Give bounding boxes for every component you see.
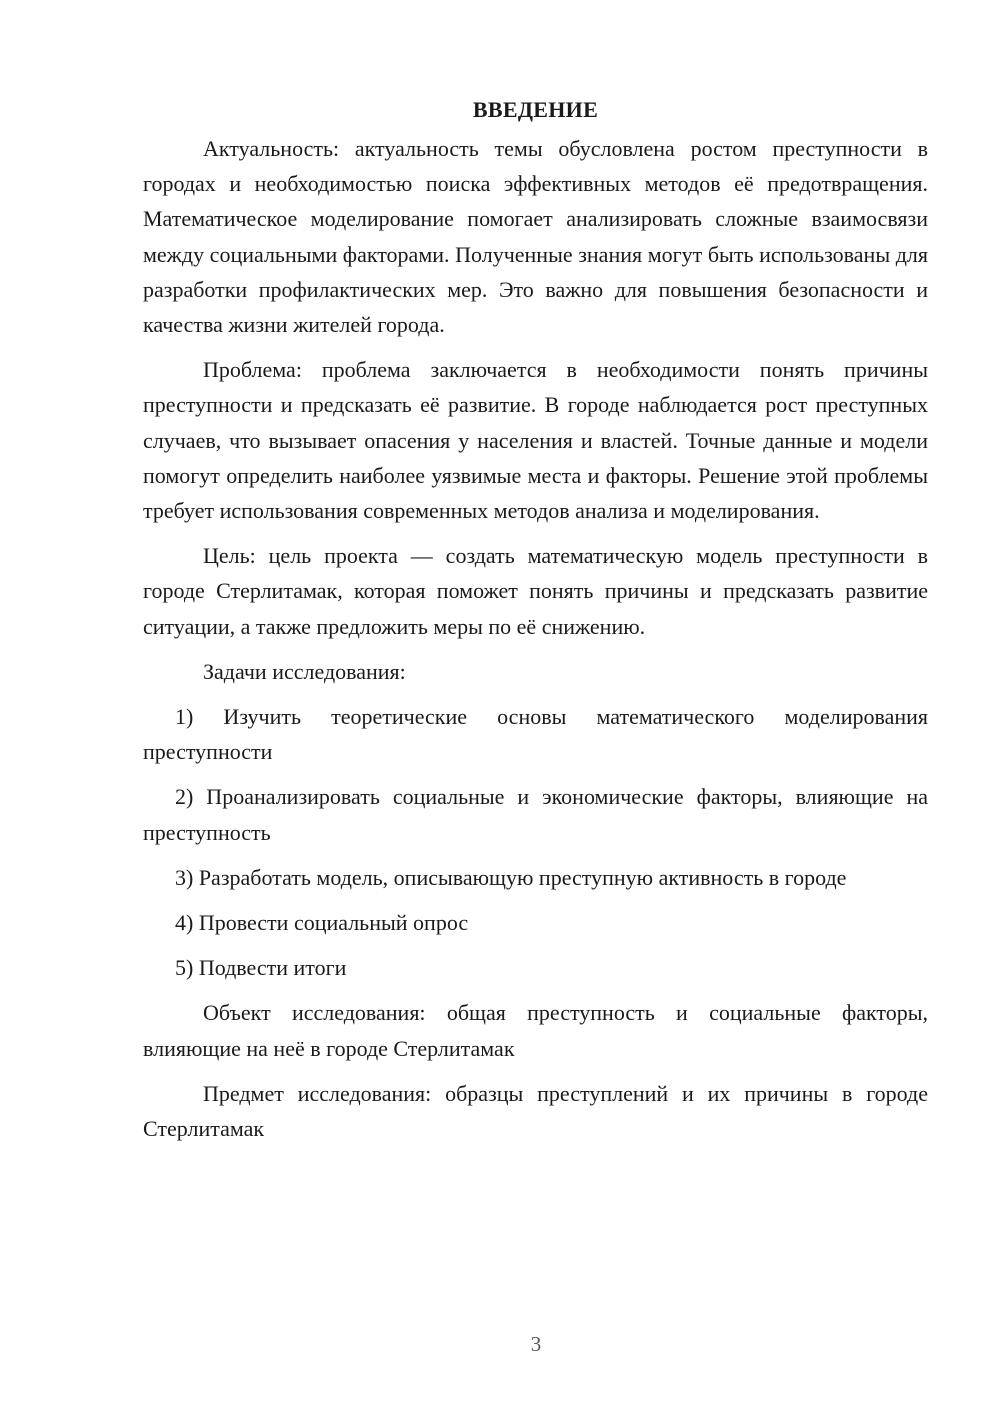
task-item-5: 5) Подвести итоги — [175, 955, 347, 981]
document-page — [143, 92, 928, 1146]
task-item-2: 2) Проанализировать социальные и экономические факторы, влияющие на преступность — [143, 784, 928, 845]
task-item-1: 1) Изучить теоретические основы математического моделирования преступности — [143, 704, 928, 765]
subject-paragraph: Предмет исследования: образцы преступлений и их причины в городе Стерлитамак — [143, 1080, 928, 1142]
relevance-paragraph: Актуальность: актуальность темы обусловлена ростом преступности в городах и необходимостью поиска эффективных методов её предотвращения. Математическое моделирование помогает анализировать сложные взаимосвязи между социальными факторами. Полученные знания могут быть использованы для разработки профилактических мер. Это важно для повышения безопасности и качества жизни жителей города. — [143, 136, 928, 338]
tasks-heading: Задачи исследования: — [203, 658, 406, 684]
object-paragraph: Объект исследования: общая преступность и социальные факторы, влияющие на неё в городе Стерлитамак — [143, 1000, 928, 1061]
goal-paragraph: Цель: цель проекта — создать математическую модель преступности в городе Стерлитамак, которая поможет понять причины и предсказать развитие ситуации, а также предложить меры по её снижению. — [143, 543, 928, 639]
task-item-3: 3) Разработать модель, описывающую преступную активность в городе — [175, 864, 847, 890]
problem-paragraph: Проблема: проблема заключается в необходимости понять причины преступности и предсказать её развитие. В городе наблюдается рост преступных случаев, что вызывает опасения у населения и властей. Точные данные и модели помогут определить наиболее уязвимые места и факторы. Решение этой проблемы требует использования современных методов анализа и моделирования. — [143, 357, 928, 524]
section-title: ВВЕДЕНИЕ — [472, 97, 599, 122]
task-item-4: 4) Провести социальный опрос — [175, 910, 469, 936]
page-number: 3 — [530, 1332, 542, 1356]
